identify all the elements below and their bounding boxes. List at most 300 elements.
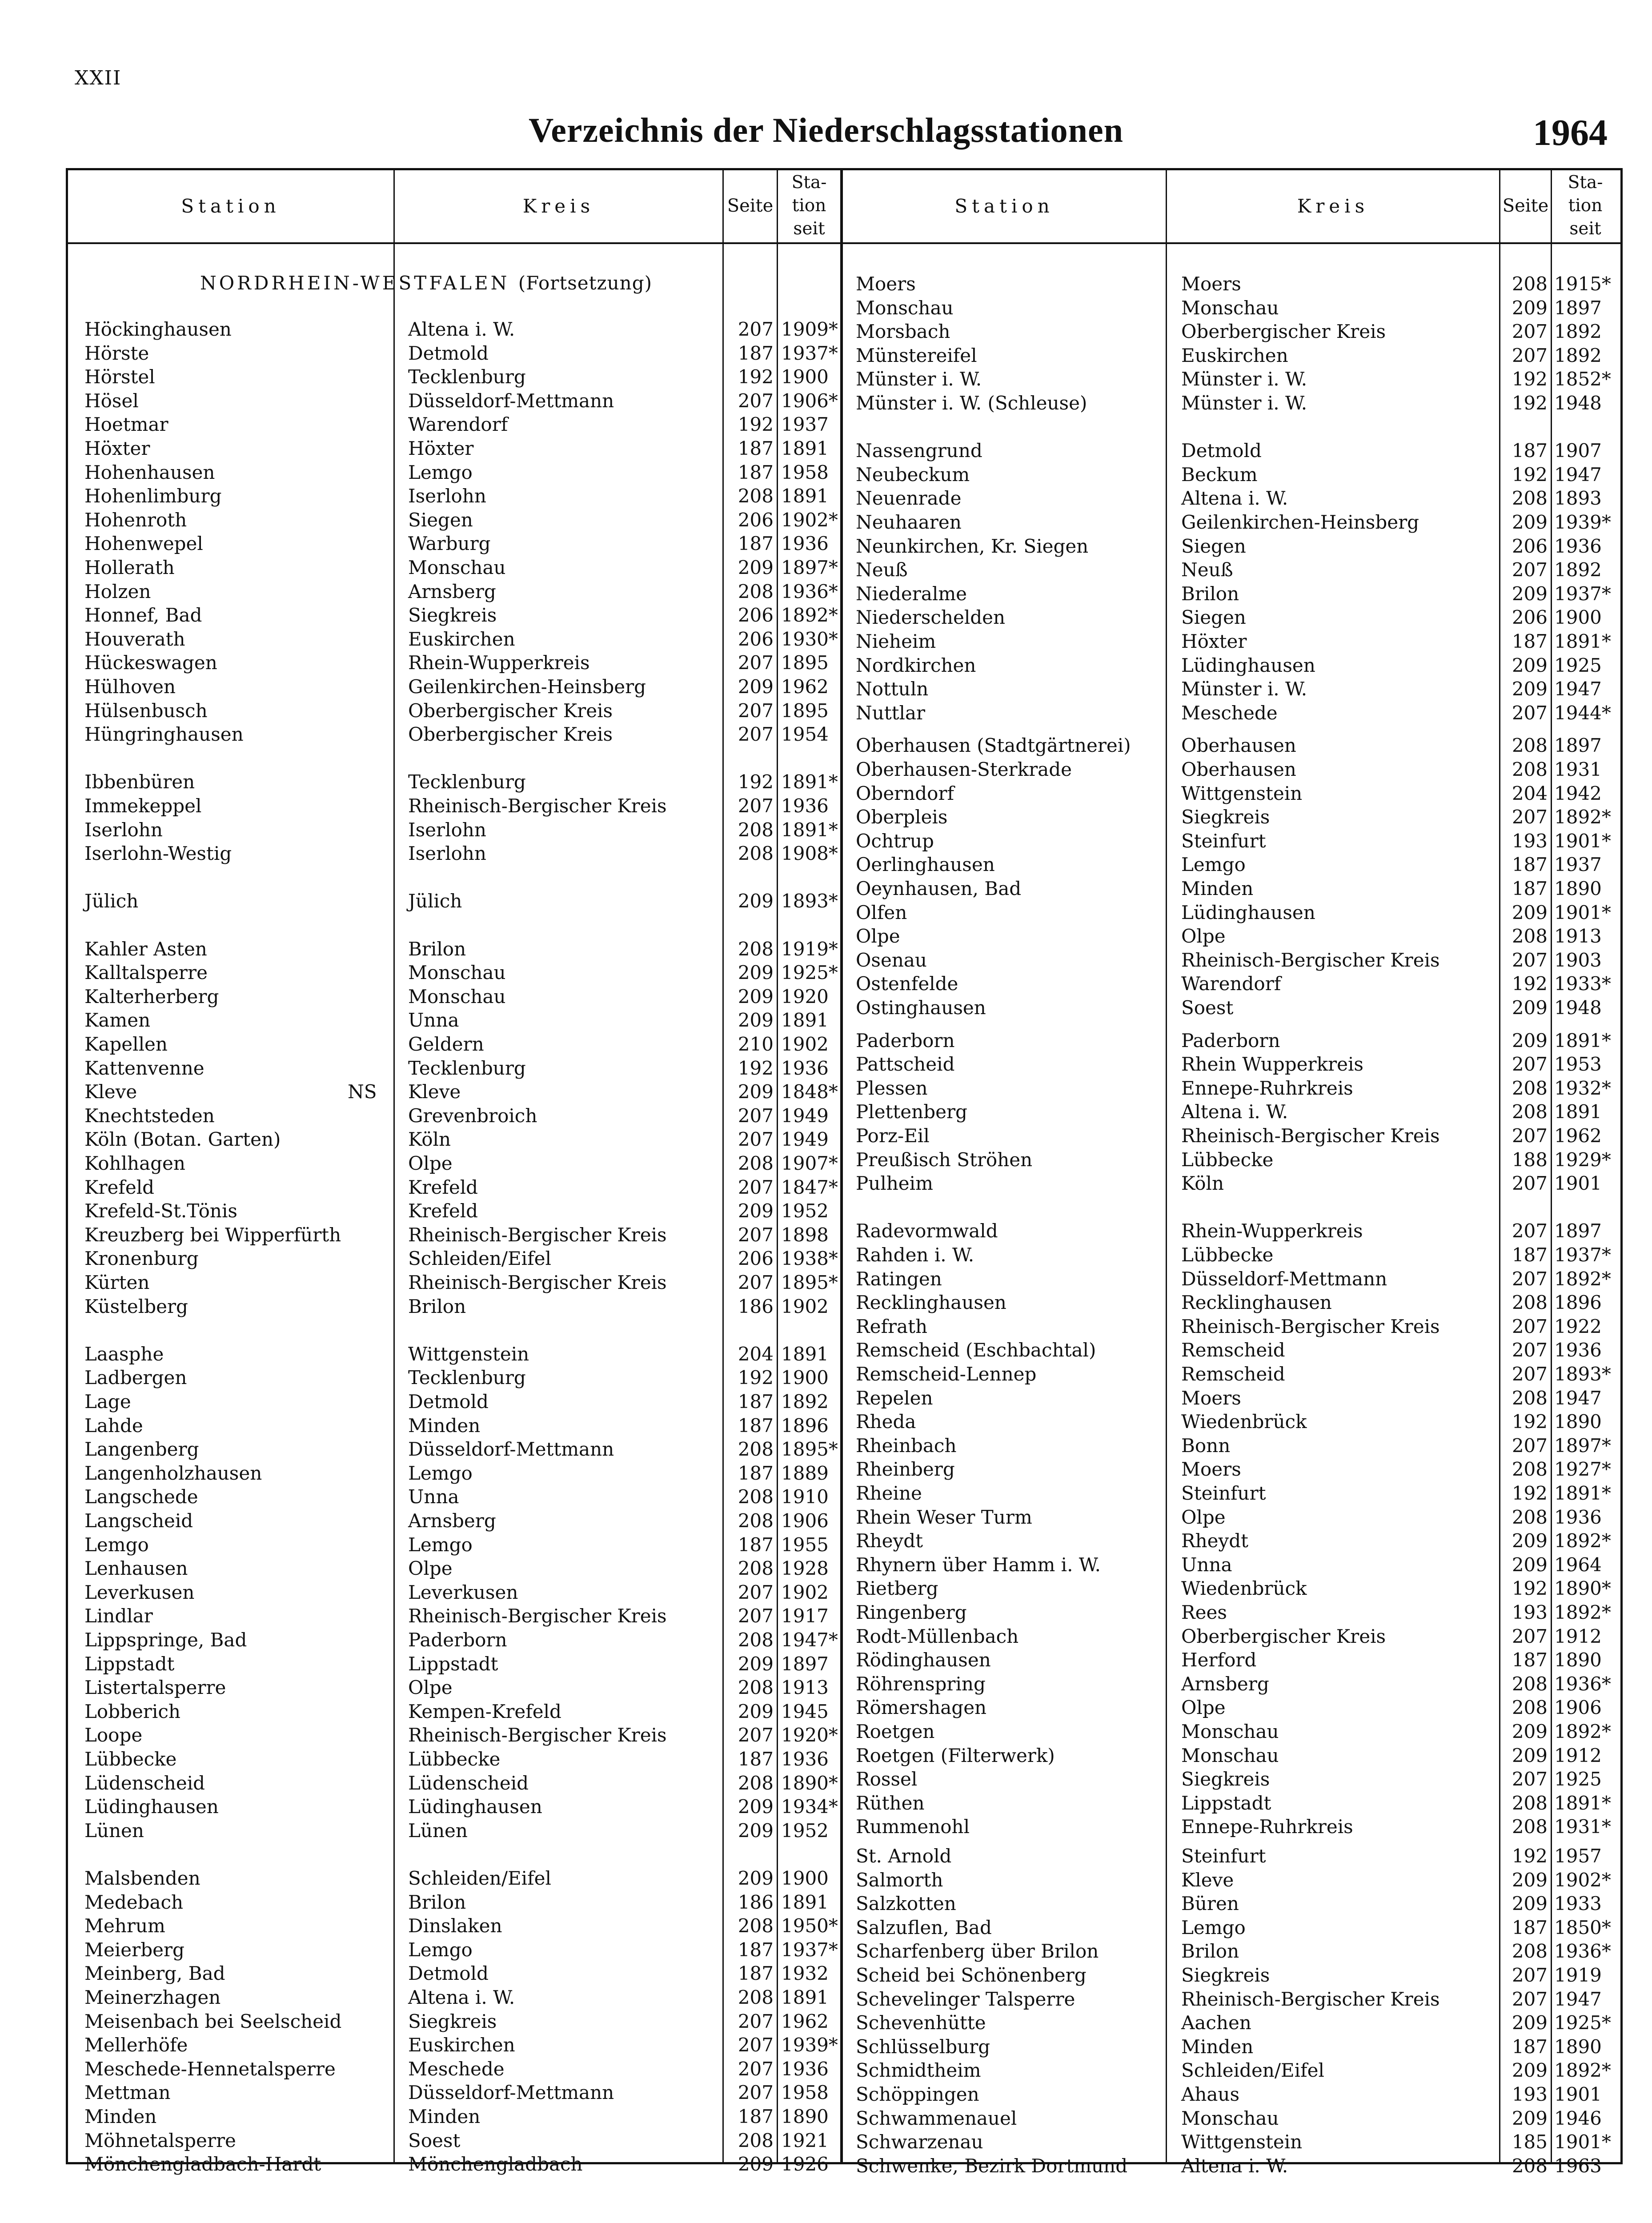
cell-seite: 209: [738, 676, 774, 698]
cell-station: Refrath: [856, 1315, 928, 1337]
cell-seite: 187: [738, 1462, 774, 1484]
cell-station: Ratingen: [856, 1268, 942, 1290]
cell-since: 1895*: [781, 1272, 838, 1293]
cell-seite: 207: [738, 2058, 774, 2080]
cell-kreis: Rheinisch-Bergischer Kreis: [1181, 1315, 1440, 1337]
cell-seite: 207: [738, 1272, 774, 1293]
cell-seite: 209: [1512, 1893, 1548, 1915]
cell-seite: 192: [1512, 392, 1548, 414]
cell-kreis: Steinfurt: [1181, 1482, 1266, 1504]
cell-since: 1921: [781, 2129, 829, 2151]
cell-seite: 187: [738, 1414, 774, 1437]
cell-seite: 207: [1512, 1434, 1548, 1457]
cell-seite: 207: [1512, 1964, 1548, 1986]
cell-station: Porz-Eil: [856, 1125, 930, 1147]
cell-seite: 209: [1512, 582, 1548, 605]
cell-seite: 207: [1512, 559, 1548, 581]
cell-kreis: Rhein Wupperkreis: [1181, 1053, 1363, 1075]
cell-seite: 207: [738, 2082, 774, 2104]
cell-station: Remscheid-Lennep: [856, 1363, 1037, 1385]
cell-kreis: Geilenkirchen-Heinsberg: [408, 676, 646, 698]
cell-since: 1896: [781, 1414, 829, 1437]
cell-since: 1933: [1554, 1893, 1602, 1915]
cell-since: 1890: [781, 2106, 829, 2127]
cell-kreis: Monschau: [1181, 2107, 1279, 2129]
cell-seite: 209: [1512, 1029, 1548, 1051]
cell-seite: 193: [1512, 2083, 1548, 2105]
cell-station: Immekeppel: [84, 795, 202, 817]
cell-kreis: Soest: [408, 2129, 461, 2151]
cell-kreis: Monschau: [1181, 297, 1279, 319]
cell-kreis: Detmold: [408, 342, 489, 364]
cell-kreis: Detmold: [1181, 440, 1262, 462]
cell-station: Meinerzhagen: [84, 1986, 221, 2008]
cell-since: 1908*: [781, 843, 838, 865]
cell-seite: 209: [1512, 2107, 1548, 2129]
cell-station: Rheinbach: [856, 1434, 957, 1457]
cell-since: 1906*: [781, 389, 838, 412]
cell-seite: 207: [738, 652, 774, 674]
cell-since: 1901*: [1554, 901, 1611, 923]
cell-station: Rahden i. W.: [856, 1244, 974, 1266]
cell-seite: 208: [738, 1152, 774, 1174]
header-since-line-3: seit: [1569, 219, 1601, 239]
cell-kreis: Euskirchen: [408, 628, 515, 650]
cell-station: Meschede-Hennetalsperre: [84, 2058, 336, 2080]
cell-kreis: Brilon: [1181, 582, 1239, 605]
cell-since: 1957: [1554, 1845, 1602, 1867]
cell-since: 1890*: [1554, 1577, 1611, 1600]
cell-kreis: Meschede: [408, 2058, 505, 2080]
cell-seite: 187: [1512, 630, 1548, 652]
cell-seite: 209: [1512, 997, 1548, 1019]
cell-kreis: Schleiden/Eifel: [408, 1248, 551, 1270]
cell-kreis: Geilenkirchen-Heinsberg: [1181, 511, 1419, 533]
cell-kreis: Iserlohn: [408, 819, 486, 841]
cell-since: 1947: [1554, 1988, 1602, 2010]
cell-station: Neubeckum: [856, 463, 970, 486]
cell-kreis: Steinfurt: [1181, 1845, 1266, 1867]
cell-station: Remscheid (Eschbachtal): [856, 1339, 1096, 1361]
cell-since: 1946: [1554, 2107, 1602, 2129]
cell-station: Kapellen: [84, 1033, 168, 1055]
cell-kreis: Siegkreis: [408, 604, 497, 626]
cell-station: Malsbenden: [84, 1867, 200, 1889]
cell-kreis: Oberbergischer Kreis: [1181, 1625, 1386, 1647]
cell-kreis: Jülich: [408, 890, 462, 912]
cell-seite: 187: [738, 1391, 774, 1412]
column-divider: [1551, 168, 1552, 2164]
cell-seite: 206: [738, 509, 774, 531]
cell-since: 1937*: [781, 1938, 838, 1961]
cell-station: Salmorth: [856, 1869, 943, 1891]
cell-kreis: Köln: [1181, 1172, 1224, 1195]
cell-station: Meinberg, Bad: [84, 1962, 225, 1985]
cell-since: 1892*: [781, 604, 838, 626]
page-number: XXII: [75, 67, 122, 89]
cell-kreis: Monschau: [408, 557, 506, 578]
cell-kreis: Minden: [1181, 2035, 1254, 2058]
cell-since: 1948: [1554, 997, 1602, 1019]
cell-since: 1953: [1554, 1053, 1602, 1075]
cell-seite: 208: [1512, 1458, 1548, 1481]
cell-seite: 209: [738, 985, 774, 1007]
cell-station: Lünen: [84, 1819, 144, 1842]
cell-station: Lindlar: [84, 1605, 153, 1627]
cell-kreis: Lemgo: [1181, 854, 1246, 876]
cell-kreis: Lünen: [408, 1819, 468, 1842]
cell-since: 1922: [1554, 1315, 1602, 1337]
cell-seite: 209: [738, 962, 774, 984]
cell-station: Ostenfelde: [856, 973, 958, 995]
cell-station: Roetgen (Filterwerk): [856, 1744, 1055, 1766]
cell-kreis: Altena i. W.: [408, 318, 515, 340]
cell-station: Olfen: [856, 901, 907, 923]
cell-seite: 209: [1512, 297, 1548, 319]
cell-since: 1907: [1554, 440, 1602, 462]
cell-kreis: Rheinisch-Bergischer Kreis: [408, 1724, 667, 1746]
cell-station: Ibbenbüren: [84, 771, 195, 793]
cell-station: Römershagen: [856, 1697, 987, 1719]
cell-since: 1906: [1554, 1697, 1602, 1719]
cell-station: Kamen: [84, 1009, 151, 1031]
cell-since: 1939*: [781, 2034, 838, 2056]
cell-seite: 192: [1512, 1411, 1548, 1433]
cell-station: Rodt-Müllenbach: [856, 1625, 1019, 1647]
cell-station: Münstereifel: [856, 344, 977, 366]
cell-kreis: Köln: [408, 1128, 451, 1151]
cell-station: Langschede: [84, 1486, 198, 1508]
cell-kreis: Rheinisch-Bergischer Kreis: [1181, 949, 1440, 971]
cell-station: Rummenohl: [856, 1816, 970, 1838]
cell-station: Meisenbach bei Seelscheid: [84, 2010, 342, 2032]
cell-kreis: Olpe: [1181, 925, 1226, 947]
cell-seite: 192: [738, 1057, 774, 1079]
cell-seite: 207: [1512, 806, 1548, 828]
cell-station: Lüdinghausen: [84, 1796, 219, 1818]
cell-station: Langenberg: [84, 1438, 199, 1461]
cell-station: Münster i. W.: [856, 368, 982, 390]
cell-station: Oberhausen-Sterkrade: [856, 758, 1072, 780]
cell-since: 1892: [1554, 321, 1602, 343]
cell-station: Radevormwald: [856, 1220, 998, 1242]
cell-station: Monschau: [856, 297, 954, 319]
cell-station: Mehrum: [84, 1915, 165, 1937]
cell-seite: 208: [738, 938, 774, 960]
cell-station: Oerlinghausen: [856, 854, 995, 876]
cell-since: 1936*: [781, 580, 838, 602]
cell-since: 1893*: [1554, 1363, 1611, 1385]
cell-kreis: Tecklenburg: [408, 771, 526, 793]
cell-seite: 208: [738, 1486, 774, 1508]
cell-station: Küstelberg: [84, 1295, 188, 1317]
cell-since: 1891: [781, 1986, 829, 2008]
cell-kreis: Olpe: [408, 1152, 453, 1174]
cell-seite: 209: [738, 1867, 774, 1889]
cell-station: Pattscheid: [856, 1053, 955, 1075]
cell-seite: 192: [738, 366, 774, 388]
cell-station: Oeynhausen, Bad: [856, 878, 1022, 899]
cell-kreis: Remscheid: [1181, 1363, 1285, 1385]
cell-kreis: Münster i. W.: [1181, 368, 1307, 390]
cell-since: 1931*: [1554, 1816, 1611, 1838]
cell-kreis: Düsseldorf-Mettmann: [408, 1438, 614, 1461]
cell-kreis: Lippstadt: [408, 1653, 498, 1675]
cell-kreis: Tecklenburg: [408, 1367, 526, 1389]
cell-station: Lenhausen: [84, 1557, 188, 1580]
cell-since: 1937*: [1554, 1244, 1611, 1266]
cell-kreis: Unna: [1181, 1553, 1232, 1576]
cell-since: 1962: [781, 676, 829, 698]
cell-since: 1944*: [1554, 702, 1611, 724]
cell-kreis: Schleiden/Eifel: [408, 1867, 551, 1889]
cell-kreis: Lemgo: [408, 1462, 473, 1484]
cell-seite: 209: [738, 1200, 774, 1222]
cell-seite: 207: [738, 1104, 774, 1127]
cell-since: 1901: [1554, 2083, 1602, 2105]
cell-station: Hollerath: [84, 557, 175, 578]
cell-station: Hörstel: [84, 366, 155, 388]
cell-since: 1897*: [1554, 1434, 1611, 1457]
cell-since: 1917: [781, 1605, 829, 1627]
cell-kreis: Unna: [408, 1486, 459, 1508]
cell-kreis: Unna: [408, 1009, 459, 1031]
cell-since: 1936: [1554, 1506, 1602, 1528]
cell-since: 1950*: [781, 1915, 838, 1937]
cell-seite: 210: [738, 1033, 774, 1055]
cell-station: Leverkusen: [84, 1581, 195, 1603]
cell-since: 1937*: [781, 342, 838, 364]
cell-station: Olpe: [856, 925, 900, 947]
header-station-right: Station: [954, 195, 1054, 217]
cell-since: 1895: [781, 652, 829, 674]
cell-station: Holzen: [84, 580, 151, 602]
cell-seite: 207: [1512, 1363, 1548, 1385]
cell-station: Lage: [84, 1391, 131, 1412]
cell-kreis: Geldern: [408, 1033, 484, 1055]
cell-since: 1919: [1554, 1964, 1602, 1986]
cell-seite: 186: [738, 1295, 774, 1317]
header-since-line-3: seit: [793, 219, 825, 239]
cell-since: 1892*: [1554, 2059, 1611, 2082]
cell-seite: 208: [1512, 1387, 1548, 1409]
cell-kreis: Höxter: [408, 437, 474, 459]
cell-kreis: Siegkreis: [1181, 1964, 1270, 1986]
cell-station: Röhrenspring: [856, 1673, 986, 1695]
cell-seite: 209: [1512, 1869, 1548, 1891]
cell-kreis: Kempen-Krefeld: [408, 1700, 561, 1722]
cell-station: Hohenhausen: [84, 461, 215, 483]
column-divider: [393, 168, 395, 2164]
cell-kreis: Siegkreis: [1181, 1768, 1270, 1790]
cell-since: 1936: [781, 533, 829, 555]
cell-since: 1927*: [1554, 1458, 1611, 1481]
cell-seite: 208: [1512, 1101, 1548, 1123]
cell-seite: 207: [1512, 321, 1548, 343]
cell-kreis: Iserlohn: [408, 485, 486, 507]
cell-station: Neuß: [856, 559, 908, 581]
cell-kreis: Altena i. W.: [1181, 487, 1288, 510]
cell-since: 1962: [781, 2010, 829, 2032]
cell-seite: 207: [738, 1581, 774, 1603]
cell-kreis: Kleve: [1181, 1869, 1234, 1891]
cell-kreis: Dinslaken: [408, 1915, 502, 1937]
cell-kreis: Wiedenbrück: [1181, 1411, 1307, 1433]
cell-since: 1892*: [1554, 1530, 1611, 1552]
cell-station: Lippstadt: [84, 1653, 175, 1675]
cell-mark: NS: [348, 1081, 377, 1103]
cell-since: 1897: [1554, 297, 1602, 319]
cell-since: 1893: [1554, 487, 1602, 510]
cell-seite: 209: [1512, 1553, 1548, 1576]
cell-since: 1912: [1554, 1625, 1602, 1647]
cell-since: 1892*: [1554, 1721, 1611, 1742]
cell-seite: 208: [738, 580, 774, 602]
cell-since: 1900: [1554, 606, 1602, 629]
cell-kreis: Brilon: [1181, 1940, 1239, 1962]
cell-since: 1902*: [781, 509, 838, 531]
cell-seite: 209: [738, 890, 774, 912]
header-since-line-1: Sta-: [1568, 173, 1603, 193]
cell-since: 1900: [781, 366, 829, 388]
cell-seite: 207: [738, 723, 774, 746]
header-since-line-1: Sta-: [791, 173, 827, 193]
cell-station: Schevenhütte: [856, 2012, 986, 2034]
cell-station: Kohlhagen: [84, 1152, 185, 1174]
cell-seite: 208: [738, 1438, 774, 1461]
cell-seite: 192: [738, 771, 774, 793]
cell-station: Rüthen: [856, 1792, 925, 1814]
cell-kreis: Rhein-Wupperkreis: [408, 652, 590, 674]
cell-kreis: Mönchengladbach: [408, 2153, 583, 2175]
cell-station: Lemgo: [84, 1533, 149, 1556]
cell-since: 1895: [781, 699, 829, 722]
cell-station: Recklinghausen: [856, 1292, 1006, 1314]
cell-since: 1933*: [1554, 973, 1611, 995]
cell-station: Oberpleis: [856, 806, 948, 828]
cell-since: 1900: [781, 1367, 829, 1389]
cell-seite: 209: [1512, 1744, 1548, 1766]
cell-station: Schmidtheim: [856, 2059, 981, 2082]
cell-seite: 186: [738, 1891, 774, 1913]
cell-kreis: Lemgo: [408, 461, 473, 483]
cell-station: Kreuzberg bei Wipperfürth: [84, 1224, 341, 1246]
cell-kreis: Olpe: [408, 1677, 453, 1699]
cell-seite: 208: [738, 1915, 774, 1937]
cell-since: 1893*: [781, 890, 838, 912]
cell-seite: 207: [1512, 1315, 1548, 1337]
cell-since: 1929*: [1554, 1148, 1611, 1171]
cell-seite: 192: [1512, 1482, 1548, 1504]
cell-since: 1892: [781, 1391, 829, 1412]
cell-station: Krefeld: [84, 1176, 155, 1198]
cell-since: 1936*: [1554, 1673, 1611, 1695]
cell-seite: 207: [1512, 1220, 1548, 1242]
cell-seite: 187: [738, 1533, 774, 1556]
cell-station: Hückeswagen: [84, 652, 217, 674]
cell-seite: 209: [738, 557, 774, 578]
cell-kreis: Neuß: [1181, 559, 1233, 581]
cell-since: 1891: [781, 437, 829, 459]
cell-seite: 208: [1512, 1077, 1548, 1099]
cell-station: Ringenberg: [856, 1601, 967, 1623]
cell-kreis: Paderborn: [1181, 1029, 1280, 1051]
cell-since: 1891: [1554, 1101, 1602, 1123]
cell-seite: 207: [1512, 1339, 1548, 1361]
cell-station: Kalltalsperre: [84, 962, 208, 984]
cell-since: 1901*: [1554, 2131, 1611, 2153]
cell-since: 1925*: [781, 962, 838, 984]
cell-seite: 208: [1512, 2155, 1548, 2177]
cell-since: 1847*: [781, 1176, 838, 1198]
cell-kreis: Monschau: [1181, 1721, 1279, 1742]
cell-station: Honnef, Bad: [84, 604, 202, 626]
cell-seite: 187: [1512, 1649, 1548, 1671]
cell-station: Kürten: [84, 1272, 150, 1293]
cell-seite: 207: [1512, 1268, 1548, 1290]
cell-since: 1892*: [1554, 806, 1611, 828]
cell-since: 1942: [1554, 782, 1602, 804]
cell-kreis: Bonn: [1181, 1434, 1231, 1457]
cell-since: 1955: [781, 1533, 829, 1556]
section-state: NORDRHEIN-WESTFALEN: [200, 272, 510, 294]
cell-station: Schwammenauel: [856, 2107, 1017, 2129]
cell-since: 1892*: [1554, 1268, 1611, 1290]
cell-station: Lüdenscheid: [84, 1772, 205, 1794]
cell-seite: 187: [1512, 2035, 1548, 2058]
cell-seite: 207: [1512, 1625, 1548, 1647]
cell-since: 1937: [1554, 854, 1602, 876]
cell-station: Nieheim: [856, 630, 936, 652]
cell-seite: 187: [738, 437, 774, 459]
cell-station: Möhnetalsperre: [84, 2129, 236, 2151]
cell-station: Hohenwepel: [84, 533, 203, 555]
cell-since: 1902: [781, 1033, 829, 1055]
cell-kreis: Beckum: [1181, 463, 1258, 486]
cell-seite: 208: [738, 843, 774, 865]
cell-since: 1919*: [781, 938, 838, 960]
cell-since: 1890: [1554, 1649, 1602, 1671]
cell-since: 1897: [781, 1653, 829, 1675]
cell-station: Höckinghausen: [84, 318, 232, 340]
cell-seite: 209: [738, 1653, 774, 1675]
cell-kreis: Wiedenbrück: [1181, 1577, 1307, 1600]
cell-since: 1936*: [1554, 1940, 1611, 1962]
cell-station: Rheinberg: [856, 1458, 955, 1481]
cell-seite: 208: [1512, 925, 1548, 947]
cell-since: 1913: [781, 1677, 829, 1699]
cell-since: 1939*: [1554, 511, 1611, 533]
cell-seite: 209: [1512, 901, 1548, 923]
cell-kreis: Büren: [1181, 1893, 1239, 1915]
cell-since: 1909*: [781, 318, 838, 340]
cell-seite: 192: [738, 1367, 774, 1389]
cell-since: 1915*: [1554, 273, 1611, 295]
cell-since: 1930*: [781, 628, 838, 650]
cell-kreis: Siegen: [1181, 535, 1246, 557]
cell-seite: 208: [1512, 758, 1548, 780]
cell-station: Ostinghausen: [856, 997, 986, 1019]
cell-seite: 207: [1512, 1172, 1548, 1195]
cell-kreis: Brilon: [408, 938, 466, 960]
cell-since: 1906: [781, 1510, 829, 1532]
cell-kreis: Steinfurt: [1181, 830, 1266, 852]
cell-kreis: Wittgenstein: [408, 1343, 529, 1365]
cell-seite: 209: [1512, 511, 1548, 533]
cell-since: 1920*: [781, 1724, 838, 1746]
cell-station: Rietberg: [856, 1577, 938, 1600]
cell-since: 1890: [1554, 1411, 1602, 1433]
